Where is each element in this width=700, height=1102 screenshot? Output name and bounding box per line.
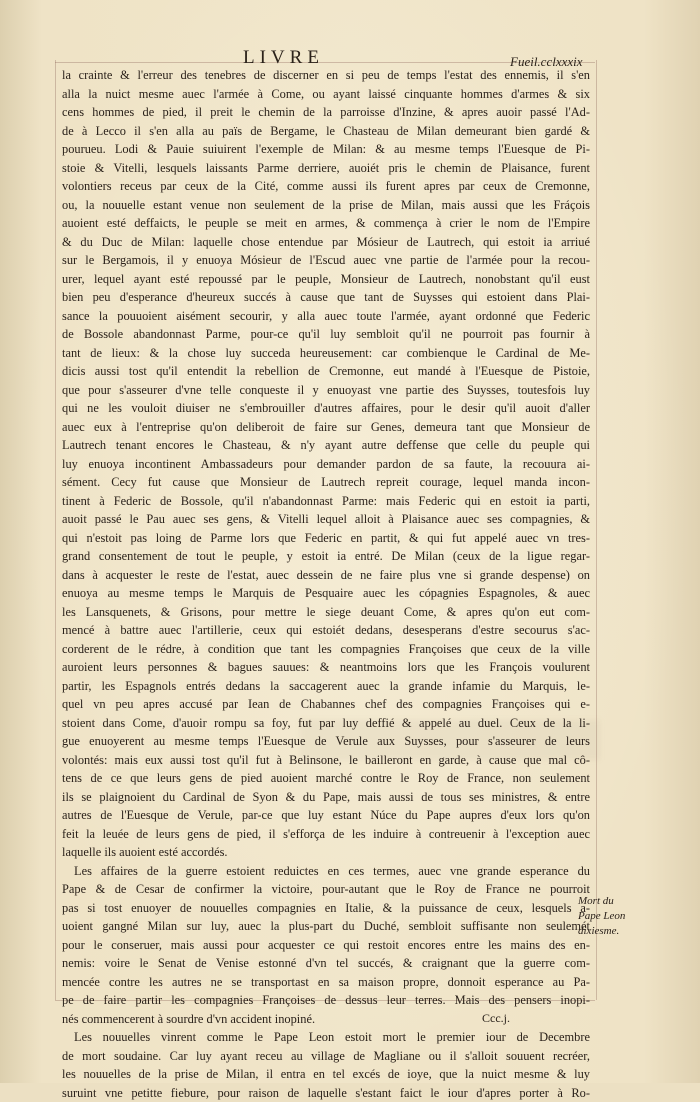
text-line: laquelle ils auoient esté accordés. — [62, 843, 590, 862]
text-line: auoient esté deffaicts, le peuple se meit en armes, & commença à crier le nom de l'Empire — [62, 214, 590, 233]
ruling-line-right — [596, 60, 597, 1000]
text-line: autres de l'Euesque de Verule, par-ce que luy estant Núce du Pape aupres d'eux lors qu'on — [62, 806, 590, 825]
text-line: alla la nuict mesme auec l'armée à Come, ou ayant laissé cinquante hommes d'armes & six — [62, 85, 590, 104]
text-line: les nouuelles de la prise de Milan, il entra en tel excés de ioye, que la nuict mesme & luy — [62, 1065, 590, 1084]
text-line: stoie & Vitelli, lesquels laissants Parme derriere, auoiét pris le chemin de Plaisance, furent — [62, 159, 590, 178]
body-text — [62, 66, 590, 1102]
text-line: auoit passé le Pau auec ses gens, & Vitelli lequel alloit à Plaisance auec ses compagnies, & — [62, 510, 590, 529]
text-line: uoient gangné Milan sur luy, auec la plus-part du Duché, sembloit suffisante non seulemét — [62, 917, 590, 936]
text-line: enuoya au mesme temps le Marquis de Pesquaire auec les cópagnies Espagnoles, & auec — [62, 584, 590, 603]
text-line: cens hommes de pied, il preit le chemin de la parroisse d'Inzine, & apres auoir passé l'Ad- — [62, 103, 590, 122]
text-line: nés commencerent à sourdre d'vn accident inopiné. — [62, 1010, 590, 1029]
text-line: ou, la nouuelle estant venue non seulement de la prise de Milan, mais aussi que les Fráçois — [62, 196, 590, 215]
text-line: stoient dans Come, d'auoir rompu sa foy, fut par luy deffié & appelé au duel. Ceux de la li- — [62, 714, 590, 733]
text-line: volontiers receus par ceux de la Cité, comme aussi ils furent apres par ceux de Cremonne, — [62, 177, 590, 196]
text-line: qui n'estoit pas loing de Parme lors que Federic en partit, & qui fut appelé auec vn tres- — [62, 529, 590, 548]
margin-note-line: dixiesme. — [578, 924, 648, 939]
text-line: Pape & de Cesar de confirmer la victoire, pour-autant que le Roy de France ne pourroit — [62, 880, 590, 899]
text-line: partir, les Espagnols entrés dedans la saccagerent auec la grande infamie du Marquis, le- — [62, 677, 590, 696]
text-line: sance la pouuoient aisément secourir, y alla auec toute l'armée, ayant ordonné que Federic — [62, 307, 590, 326]
margin-note-line: Pape Leon — [578, 909, 648, 924]
margin-note-line: Mort du — [578, 894, 648, 909]
text-line: Lautrech tenant encores le Chasteau, & n'y ayant autre deffense que celle du peuple qui — [62, 436, 590, 455]
ruling-line-left — [55, 60, 56, 1000]
text-line: volontés: mais eux aussi tost qu'il fut à Belinsone, le bailleront en garde, à cause que mal cô- — [62, 751, 590, 770]
running-title: LIVRE — [243, 47, 324, 69]
text-line: mencé à battre auec l'artillerie, ceux qui estoiét dedans, desesperans d'estre secourus s'ac- — [62, 621, 590, 640]
text-line: pas si tost enuoyer de nouuelles compagnies en Italie, & la puissance de ceux, lesquels a- — [62, 899, 590, 918]
folio-number: Fueil.cclxxxix — [510, 54, 583, 70]
text-line: pour le conseruer, mais aussi pour acquester ce qui restoit encores entre les mains des en- — [62, 936, 590, 955]
text-line: mencée contre les autres ne se transportast en sa maison propre, donnoit esperance au Pa- — [62, 973, 590, 992]
text-line: bien peu d'esperance d'heureux succés à cause que tant de Suysses qui estoient dans Plai- — [62, 288, 590, 307]
text-line: gue enuoyerent au mesme temps l'Euesque de Verule aux Suysses, pour s'asseurer de leurs — [62, 732, 590, 751]
text-line: la crainte & l'erreur des tenebres de discerner en si peu de temps l'estat des ennemis, il s'en — [62, 66, 590, 85]
text-line: pourueu. Lodi & Pauie suiuirent l'exemple de Milan: & au mesme temps l'Euesque de Pi- — [62, 140, 590, 159]
text-line: les Lansquenets, & Grisons, pour mettre le siege deuant Come, & apres qu'on eut com- — [62, 603, 590, 622]
text-line: sur le Bergamois, il y enuoya Mósieur de l'Escud auec vne partie de l'armée pour la recou- — [62, 251, 590, 270]
text-line: que pour s'asseurer d'vne telle conqueste il y enuoyast vne partie des Suysses, toutesfois luy — [62, 381, 590, 400]
text-line: de à Lecco il s'en alla au païs de Bergame, le Chasteau de Milan demeurant bien gardé & — [62, 122, 590, 141]
text-line: dicis aussi tost qu'il entendit la rebellion de Cremonne, eut mandé à l'Euesque de Pistoie, — [62, 362, 590, 381]
signature-mark: Ccc.j. — [482, 1011, 510, 1026]
text-line: Les affaires de la guerre estoient reduictes en ces termes, auec vne grande esperance du — [62, 862, 590, 881]
text-line: qui ne les vouloit diuiser ne s'embrouiller d'autres affaires, pour le desir qu'il auoit d'aller — [62, 399, 590, 418]
margin-note — [578, 894, 648, 939]
text-line: pe de faire partir les compagnies Françoises de dessus leur terres. Mais des pensers inopi- — [62, 991, 590, 1010]
text-line: luy enuoya incontinent Ambassadeurs pour demander pardon de sa faute, la recouura ai- — [62, 455, 590, 474]
text-line: corderent de le rédre, à condition que tant les compagnies Françoises que ceux de la ville — [62, 640, 590, 659]
text-line: de mort soudaine. Car luy ayant receu au village de Magliane ou il s'alloit souuent recréer, — [62, 1047, 590, 1066]
text-line: ils se plaignoient du Cardinal de Syon & du Pape, mais aussi de tous ses ministres, & entre — [62, 788, 590, 807]
text-line: dans à acquester le reste de l'estat, auec dessein de ne faire plus vne si grande despense) on — [62, 566, 590, 585]
text-line: Les nouuelles vinrent comme le Pape Leon estoit mort le premier iour de Decembre — [62, 1028, 590, 1047]
text-line: tant de lieux: & la chose luy succeda heureusement: car combienque le Cardinal de Me- — [62, 344, 590, 363]
text-line: quel vn peu apres accusé par Iean de Chabannes chef des compagnies Françoises qui e- — [62, 695, 590, 714]
text-line: & du Duc de Milan: laquelle chose entendue par Mósieur de Lautrech, qui estoit ia arriué — [62, 233, 590, 252]
text-line: tinent à Federic de Bossole, qu'il n'abandonnast Parme: mais Federic qui en estoit ia parti, — [62, 492, 590, 511]
text-line: nemis: voire le Senat de Venise estonné d'vn tel succés, & craignant que la guerre com- — [62, 954, 590, 973]
text-line: urer, lequel ayant esté repoussé par le peuple, Monsieur de Lautrech, nonobstant qu'il eust — [62, 270, 590, 289]
text-line: feit la leuée de leurs gens de pied, il s'efforça de les induire à contreuenir à l'exception auec — [62, 825, 590, 844]
text-line: auec eux à l'entreprise qu'on deliberoit de faire sur Genes, demeura tant que Monsieur de — [62, 418, 590, 437]
text-line: suruint vne petitte fiebure, pour raison de laquelle s'estant faict le iour d'apres porter à Ro- — [62, 1084, 590, 1102]
text-line: de Bossole abandonnast Parme, pour-ce qu'il luy sembloit qu'il ne pourroit pas fournir à — [62, 325, 590, 344]
text-line: grand consentement de tout le peuple, y estoit ia entré. De Milan (ceux de la ligue regar- — [62, 547, 590, 566]
text-line: auroient leurs personnes & bagues sauues: & neantmoins lors que les François voulurent — [62, 658, 590, 677]
text-line: sément. Cecy fut cause que Monsieur de Lautrech repreit courage, lequel manda incon- — [62, 473, 590, 492]
text-line: tens de ce que leurs gens de pied auoient marché contre le Roy de France, non seulement — [62, 769, 590, 788]
